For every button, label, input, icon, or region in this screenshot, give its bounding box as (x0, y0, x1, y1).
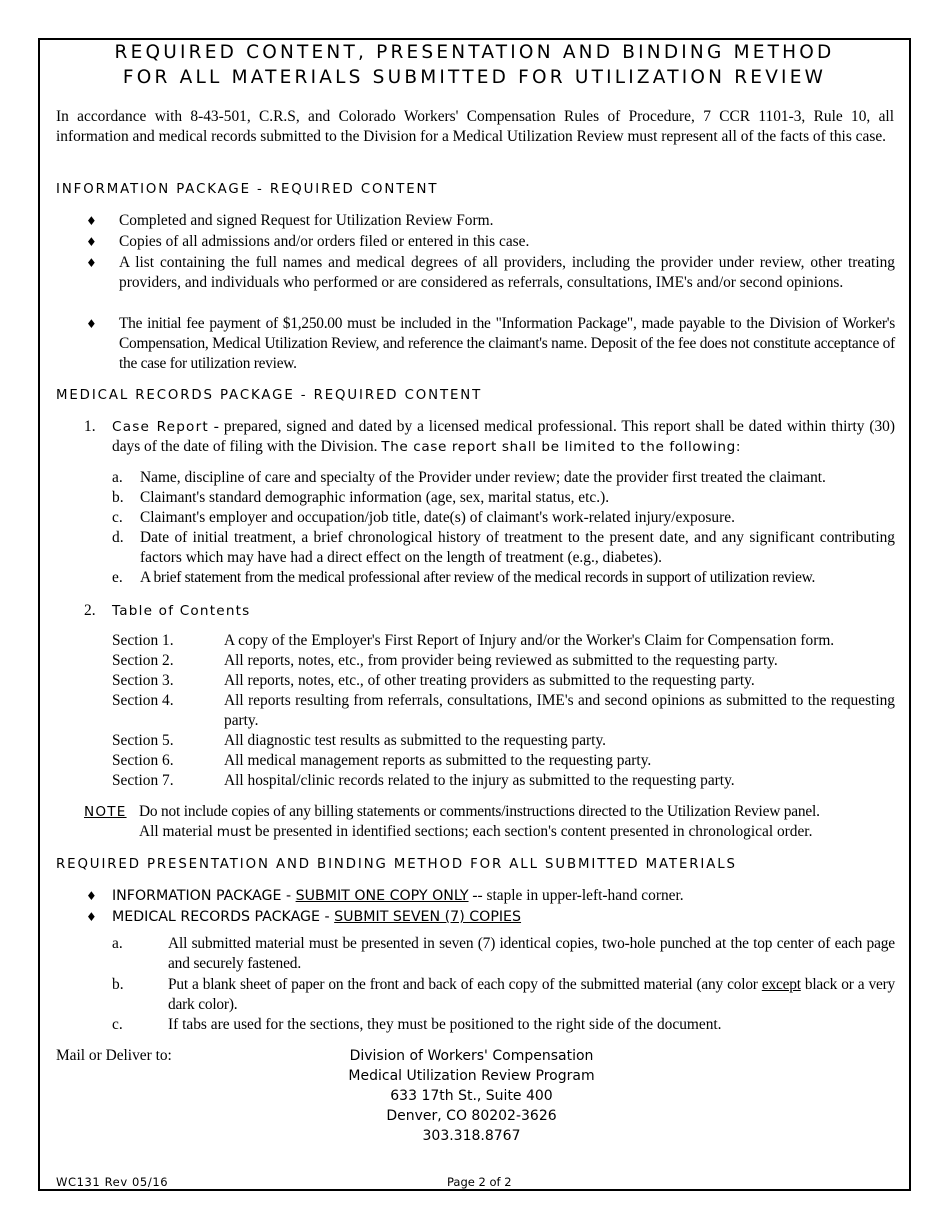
presentation-item-a: All submitted material must be presented in seven (7) identical copies, two-hole punched at the top center of each page and securely fastened. (168, 935, 895, 972)
mail-address-line: Division of Workers' Compensation (349, 1048, 594, 1064)
note-must: must (216, 824, 252, 840)
toc-section-name: Section 1. (112, 632, 174, 649)
case-item-letter: b. (112, 489, 124, 506)
medical-package-heading: MEDICAL RECORDS PACKAGE - REQUIRED CONTENT (56, 388, 483, 403)
page-title-line-2: FOR ALL MATERIALS SUBMITTED FOR UTILIZATION REVIEW (122, 67, 827, 88)
case-item-e: A brief statement from the medical professional after review of the medical records in support of utilization review. (140, 569, 816, 586)
case-report-limit: The case report shall be limited to the following: (381, 439, 742, 455)
bullet-icon: ♦ (86, 889, 97, 903)
toc-section-name: Section 5. (112, 732, 174, 749)
toc-section-name: Section 3. (112, 672, 174, 689)
case-item-letter: c. (112, 509, 123, 526)
mail-address-line: Denver, CO 80202-3626 (386, 1108, 557, 1124)
note-line-1: Do not include copies of any billing statements or comments/instructions directed to the Utilization Review panel. (139, 803, 820, 820)
case-item-letter: a. (112, 469, 123, 486)
info-item-2: Copies of all admissions and/or orders filed or entered in this case. (119, 233, 530, 250)
presentation-med-copy: SUBMIT SEVEN (7) COPIES (334, 909, 522, 925)
presentation-heading: REQUIRED PRESENTATION AND BINDING METHOD FOR ALL SUBMITTED MATERIALS (56, 857, 737, 872)
case-item-c: Claimant's employer and occupation/job title, date(s) of claimant's work-related injury/exposure. (140, 509, 735, 526)
page-number: Page 2 of 2 (447, 1175, 512, 1189)
presentation-item-letter: a. (112, 935, 123, 952)
case-report-paragraph (112, 417, 895, 457)
note-line-2-end: be presented in identified sections; each section's content presented in chronological order. (251, 823, 813, 840)
toc-section-2: All reports, notes, etc., from provider being reviewed as submitted to the requesting party. (224, 652, 778, 669)
toc-section-1: A copy of the Employer's First Report of Injury and/or the Worker's Claim for Compensation form. (224, 632, 835, 649)
presentation-item-letter: c. (112, 1016, 123, 1033)
toc-section-4: All reports resulting from referrals, consultations, IME's and second opinions as submitted to the requesting party. (224, 692, 895, 729)
toc-section-name: Section 6. (112, 752, 174, 769)
info-item-3: A list containing the full names and medical degrees of all providers, including the provider under review, other treating providers, and individuals who performed or are considered as referrals, consultations, IME's and/or second opinions. (119, 254, 895, 291)
presentation-item-letter: b. (112, 976, 124, 993)
note-line-2-start: All material (139, 823, 217, 840)
toc-label: Table of Contents (112, 603, 251, 619)
case-item-d: Date of initial treatment, a brief chronological history of treatment to the present date, and any significant contributing factors which may have had a direct effect on the length of treatment (e.g., diabetes). (140, 529, 895, 566)
page-title-line-1: REQUIRED CONTENT, PRESENTATION AND BINDING METHOD (114, 42, 835, 63)
mail-phone: 303.318.8767 (422, 1128, 521, 1144)
presentation-item-b-end: black or a very dark color). (168, 976, 895, 1013)
info-item-1: Completed and signed Request for Utilization Review Form. (119, 212, 494, 229)
presentation-info-line (112, 886, 902, 906)
toc-section-name: Section 2. (112, 652, 174, 669)
case-item-letter: d. (112, 529, 124, 546)
case-report-number: 1. (84, 418, 96, 435)
case-item-b: Claimant's standard demographic information (age, sex, marital status, etc.). (140, 489, 610, 506)
toc-section-7: All hospital/clinic records related to the injury as submitted to the requesting party. (224, 772, 735, 789)
toc-section-3: All reports, notes, etc., of other treating providers as submitted to the requesting party. (224, 672, 755, 689)
toc-section-name: Section 7. (112, 772, 174, 789)
case-report-text: - prepared, signed and dated by a licensed medical professional. This report shall be dated within thirty (30) days of the date of filing with the Division. (112, 418, 895, 455)
form-id: WC131 Rev 05/16 (56, 1175, 169, 1189)
toc-number: 2. (84, 602, 96, 619)
mail-address-line: Medical Utilization Review Program (348, 1068, 595, 1084)
presentation-item-c: If tabs are used for the sections, they must be positioned to the right side of the document. (168, 1016, 722, 1033)
presentation-med-label: MEDICAL RECORDS PACKAGE - (112, 909, 335, 925)
bullet-icon: ♦ (86, 317, 97, 331)
presentation-info-rest: -- staple in upper-left-hand corner. (468, 887, 684, 904)
mail-address-line: 633 17th St., Suite 400 (390, 1088, 553, 1104)
note-line-2 (139, 822, 899, 842)
bullet-icon: ♦ (86, 214, 97, 228)
info-package-heading: INFORMATION PACKAGE - REQUIRED CONTENT (56, 182, 439, 197)
case-item-letter: e. (112, 569, 123, 586)
presentation-info-label: INFORMATION PACKAGE - (112, 888, 296, 904)
presentation-item-b-start: Put a blank sheet of paper on the front and back of each copy of the submitted material (any color (168, 976, 762, 993)
bullet-icon: ♦ (86, 256, 97, 270)
presentation-med-line (112, 907, 902, 927)
toc-section-name: Section 4. (112, 692, 174, 709)
presentation-info-copy: SUBMIT ONE COPY ONLY (295, 888, 469, 904)
mail-label: Mail or Deliver to: (56, 1047, 172, 1064)
bullet-icon: ♦ (86, 910, 97, 924)
info-item-4: The initial fee payment of $1,250.00 must be included in the "Information Package", made payable to the Division of Worker's Compensation, Medical Utilization Review, and reference the claimant's name. Deposit of the fee does not constitute acceptance of the case for utilization review. (119, 315, 895, 372)
case-report-label: Case Report (112, 419, 209, 435)
toc-section-5: All diagnostic test results as submitted to the requesting party. (224, 732, 606, 749)
case-item-a: Name, discipline of care and specialty of the Provider under review; date the provider first treated the claimant. (140, 469, 826, 486)
intro-paragraph: In accordance with 8-43-501, C.R.S, and Colorado Workers' Compensation Rules of Procedure, 7 CCR 1101-3, Rule 10, all information and medical records submitted to the Division for a Medical Utilization Review must represent all of the facts of this case. (56, 108, 894, 145)
bullet-icon: ♦ (86, 235, 97, 249)
note-label: NOTE (84, 804, 127, 820)
presentation-item-b (168, 975, 895, 1015)
toc-section-6: All medical management reports as submitted to the requesting party. (224, 752, 652, 769)
presentation-item-b-except: except (761, 976, 801, 993)
